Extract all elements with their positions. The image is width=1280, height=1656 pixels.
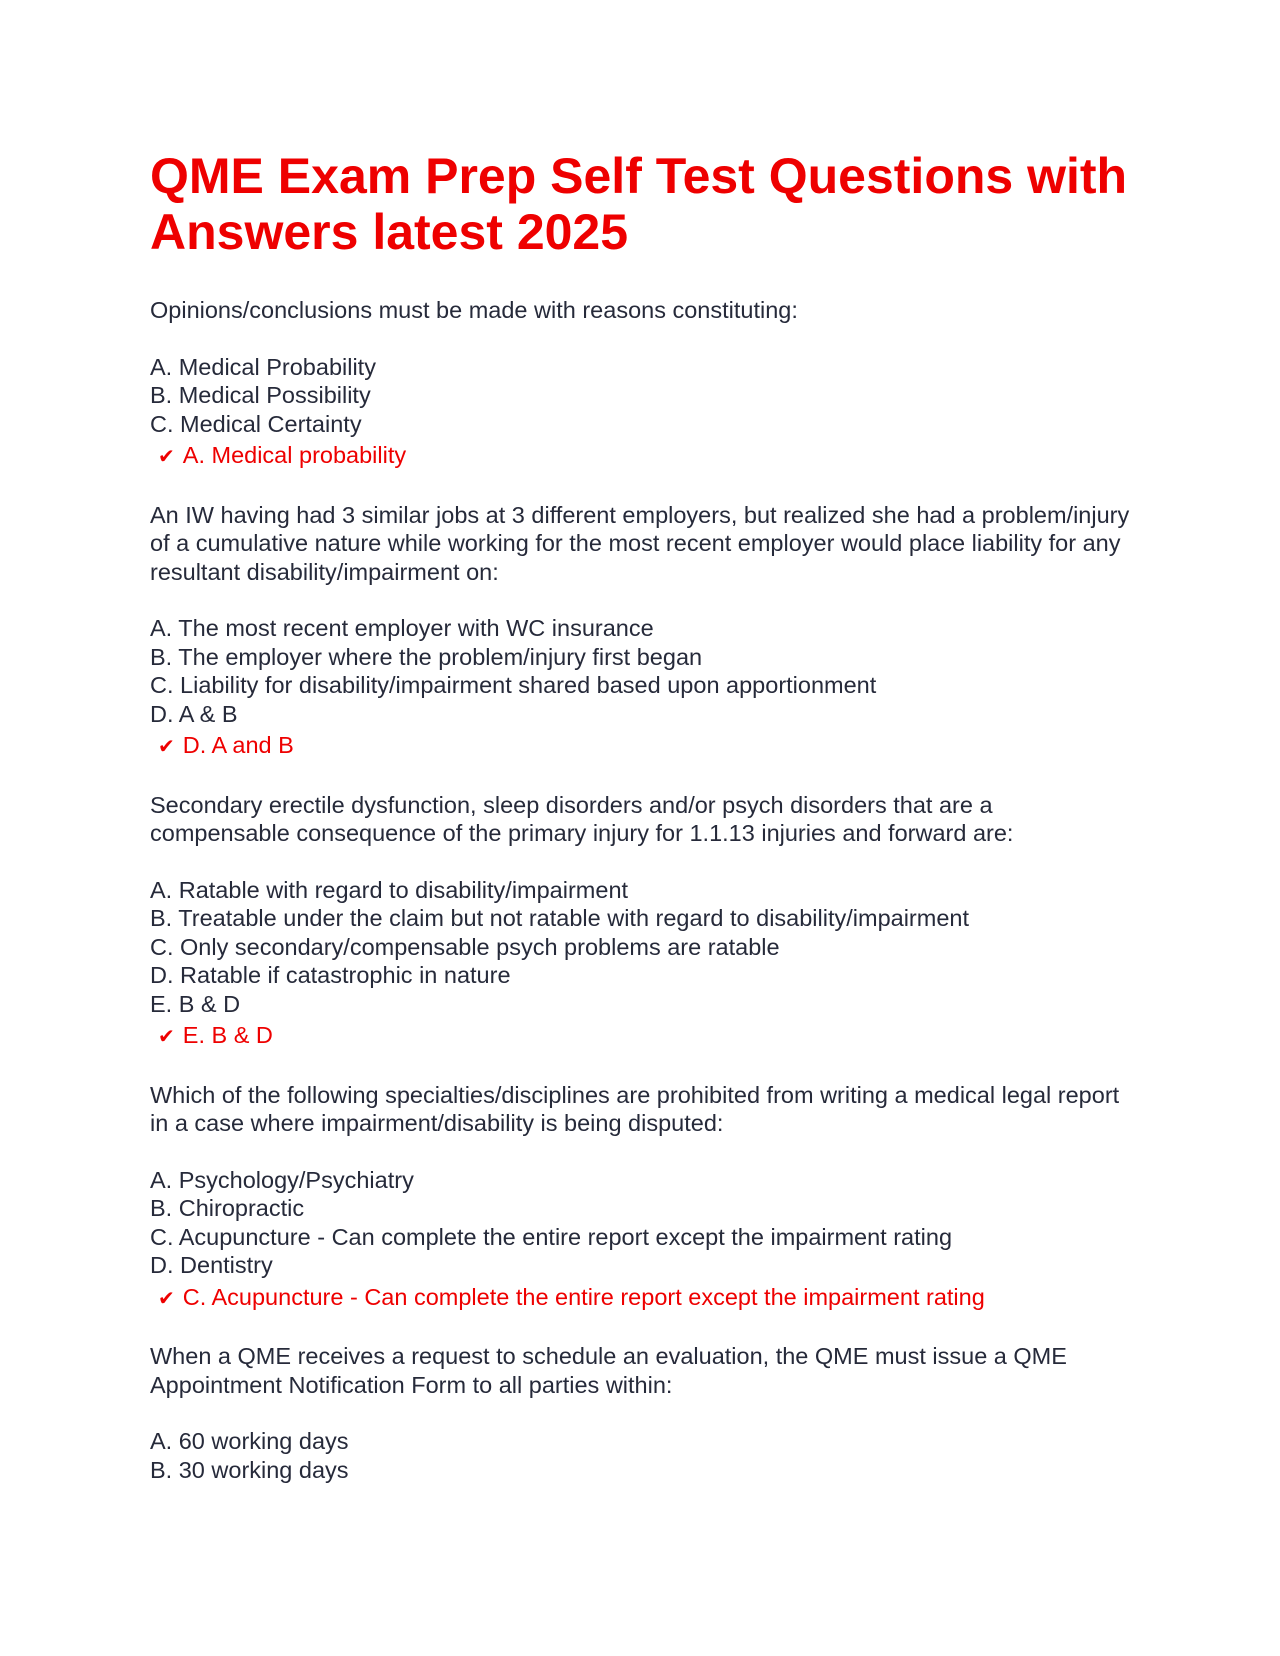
question-block [150,1081,1130,1313]
correct-answer-text: C. Acupuncture - Can complete the entire report except the impairment rating [182,1283,985,1310]
question-block [150,296,1130,471]
answer-option: B. Medical Possibility [150,382,371,408]
question-block [150,791,1130,1051]
answer-option: B. Treatable under the claim but not ratable with regard to disability/impairment [150,905,970,931]
question-block [150,1342,1130,1484]
question-text: An IW having had 3 similar jobs at 3 different employers, but realized she had a problem/injury of a cumulative nature while working for the most recent employer would place liability for any resultant disability/impairment on: [150,501,1130,585]
question-text: Secondary erectile dysfunction, sleep disorders and/or psych disorders that are a compensable consequence of the primary injury for 1.1.13 injuries and forward are: [150,791,1014,846]
checkmark-icon: ✔ [158,734,175,758]
question-text: Opinions/conclusions must be made with reasons constituting: [150,297,798,323]
question-list [150,296,1130,1484]
answer-option: A. Ratable with regard to disability/impairment [150,876,629,903]
question-text: When a QME receives a request to schedule an evaluation, the QME must issue a QME Appointment Notification Form to all parties within: [150,1343,1067,1398]
answer-option: C. Liability for disability/impairment shared based upon apportionment [150,672,877,698]
answer-option: B. Chiropractic [150,1195,305,1221]
correct-answer-text: A. Medical probability [182,442,407,468]
checkmark-icon: ✔ [158,1024,175,1048]
answer-option: B. 30 working days [150,1456,349,1483]
option-list [150,614,1130,728]
question-text: Which of the following specialties/disciplines are prohibited from writing a medical legal report in a case where impairment/disability is being disputed: [150,1081,1120,1136]
answer-option: A. 60 working days [150,1428,349,1454]
answer-option: A. Psychology/Psychiatry [150,1166,414,1193]
answer-option: B. The employer where the problem/injury first began [150,643,703,670]
correct-answer-text: D. A and B [182,732,294,758]
answer-option: C. Acupuncture - Can complete the entire report except the impairment rating [150,1223,953,1250]
correct-answer-text: E. B & D [182,1022,273,1048]
correct-answer [150,731,1130,761]
answer-option: C. Medical Certainty [150,410,362,437]
answer-option: A. The most recent employer with WC insurance [150,615,654,641]
checkmark-icon: ✔ [158,444,175,468]
answer-option: E. B & D [150,990,241,1017]
answer-option: D. Dentistry [150,1252,273,1278]
answer-option: A. Medical Probability [150,353,376,380]
document-page [150,148,1130,1514]
answer-option: D. A & B [150,700,238,727]
question-block [150,501,1130,761]
option-list [150,1427,1130,1484]
correct-answer [150,441,1130,471]
correct-answer [150,1283,1130,1313]
correct-answer [150,1021,1130,1051]
checkmark-icon: ✔ [158,1285,175,1310]
answer-option: C. Only secondary/compensable psych problems are ratable [150,933,780,960]
option-list [150,1166,1130,1280]
option-list [150,353,1130,439]
document-title: QME Exam Prep Self Test Questions with Answers latest 2025 [150,148,1128,260]
answer-option: D. Ratable if catastrophic in nature [150,962,511,988]
option-list [150,876,1130,1019]
